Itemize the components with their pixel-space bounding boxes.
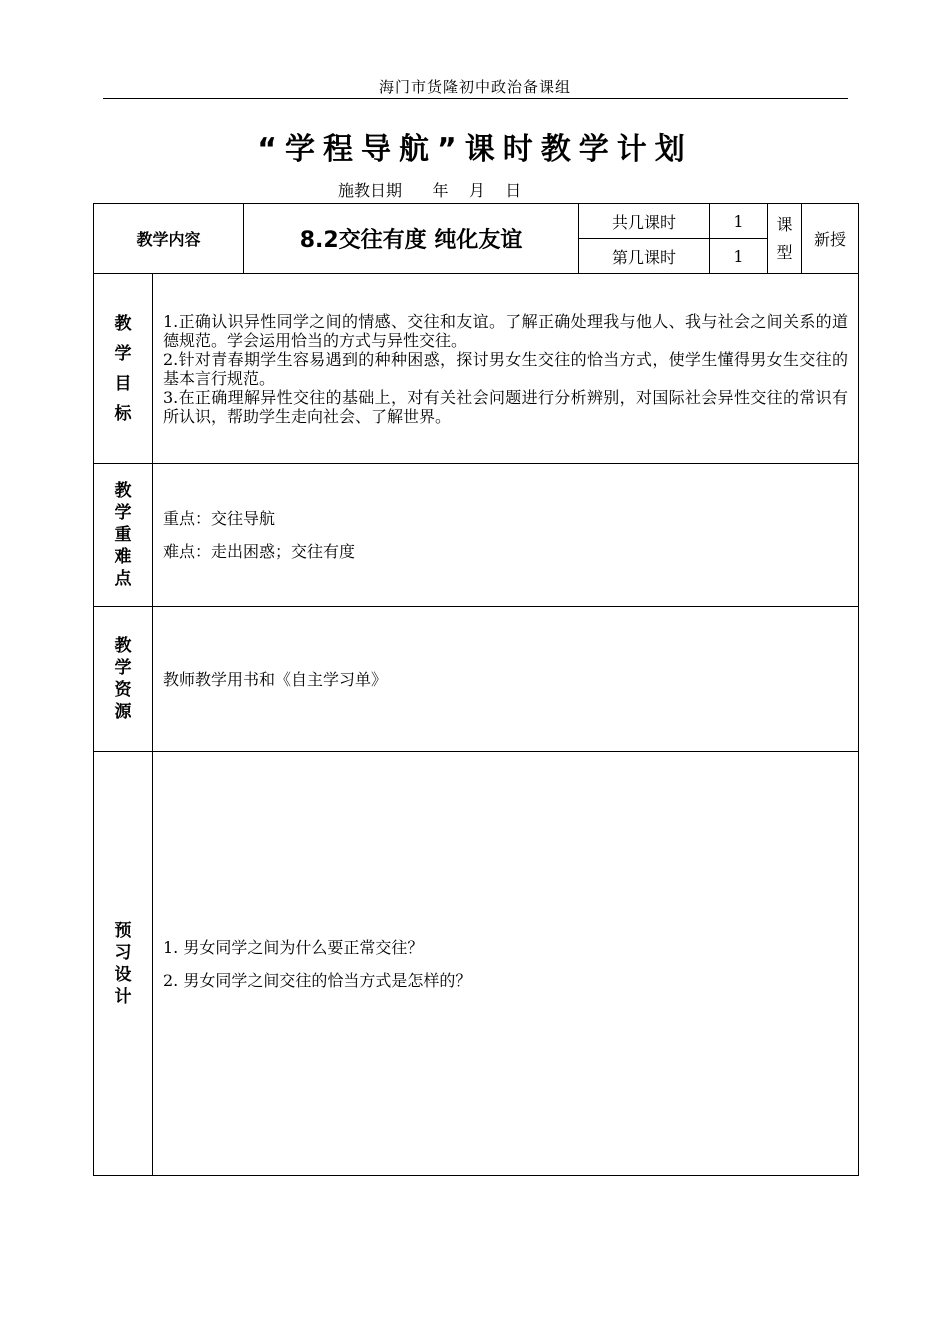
preview-label-char: 设 — [114, 964, 132, 985]
resources-label-char: 源 — [114, 702, 132, 722]
goals-label — [94, 274, 153, 464]
resources-label-char: 教 — [114, 636, 132, 656]
lesson-type-label — [768, 204, 802, 274]
total-periods-value: 1 — [710, 204, 768, 239]
date-line: 施教日期 年 月 日 — [338, 181, 522, 200]
resources-label-char: 资 — [114, 680, 132, 700]
preview-content — [153, 752, 859, 1176]
header-row-1 — [94, 204, 859, 239]
preview-label-char: 预 — [114, 920, 132, 941]
key-point-item: 重点：交往导航 — [163, 509, 276, 528]
goals-row — [94, 274, 859, 464]
content-label: 教学内容 — [94, 204, 244, 274]
goals-content — [153, 274, 859, 464]
resources-label — [94, 607, 153, 752]
preview-label-char: 计 — [114, 986, 132, 1007]
resources-row — [94, 607, 859, 752]
lesson-type-label-char-2: 型 — [776, 242, 793, 262]
header-divider — [103, 98, 848, 99]
key-points-content — [153, 464, 859, 607]
preview-item: 1. 男女同学之间为什么要正常交往？ — [163, 937, 424, 957]
key-points-label-char: 教 — [114, 481, 132, 501]
lesson-plan-table — [93, 203, 859, 1176]
period-no-label: 第几课时 — [579, 239, 710, 274]
key-points-row — [94, 464, 859, 607]
goal-item: 1.正确认识异性同学之间的情感、交往和友谊。了解正确处理我与他人、我与社会之间关系的道德规范。学会运用恰当的方式与异性交往。 — [163, 311, 849, 350]
header-org: 海门市货隆初中政治备课组 — [378, 78, 571, 96]
goal-item: 2.针对青春期学生容易遇到的种种困惑，探讨男女生交往的恰当方式，使学生懂得男女生交往的基本言行规范。 — [163, 349, 849, 388]
goals-label-char: 教 — [114, 313, 132, 334]
period-no-value: 1 — [710, 239, 768, 274]
key-points-label — [94, 464, 153, 607]
key-point-item: 难点：走出困惑；交往有度 — [163, 542, 356, 561]
lesson-type-label-char-1: 课 — [776, 214, 793, 234]
goals-label-char: 学 — [114, 343, 132, 364]
resources-label-char: 学 — [114, 658, 132, 678]
lesson-title: 8.2交往有度 纯化友谊 — [244, 204, 579, 274]
key-points-label-char: 难 — [114, 547, 132, 567]
resources-content — [153, 607, 859, 752]
preview-item: 2. 男女同学之间交往的恰当方式是怎样的？ — [163, 970, 472, 990]
preview-row — [94, 752, 859, 1176]
preview-label — [94, 752, 153, 1176]
goals-label-char: 目 — [114, 373, 132, 394]
total-periods-label: 共几课时 — [579, 204, 710, 239]
goal-item: 3.在正确理解异性交往的基础上，对有关社会问题进行分析辨别，对国际社会异性交往的常识有所认识，帮助学生走向社会、了解世界。 — [163, 387, 849, 426]
key-points-label-char: 点 — [114, 569, 132, 589]
lesson-type-value: 新授 — [802, 204, 859, 274]
key-points-label-char: 学 — [114, 503, 132, 523]
preview-label-char: 习 — [114, 942, 132, 963]
goals-label-char: 标 — [114, 403, 132, 424]
page-title: “学程导航”课时教学计划 — [257, 132, 693, 167]
resource-item: 教师教学用书和《自主学习单》 — [163, 669, 388, 689]
key-points-label-char: 重 — [114, 525, 132, 545]
